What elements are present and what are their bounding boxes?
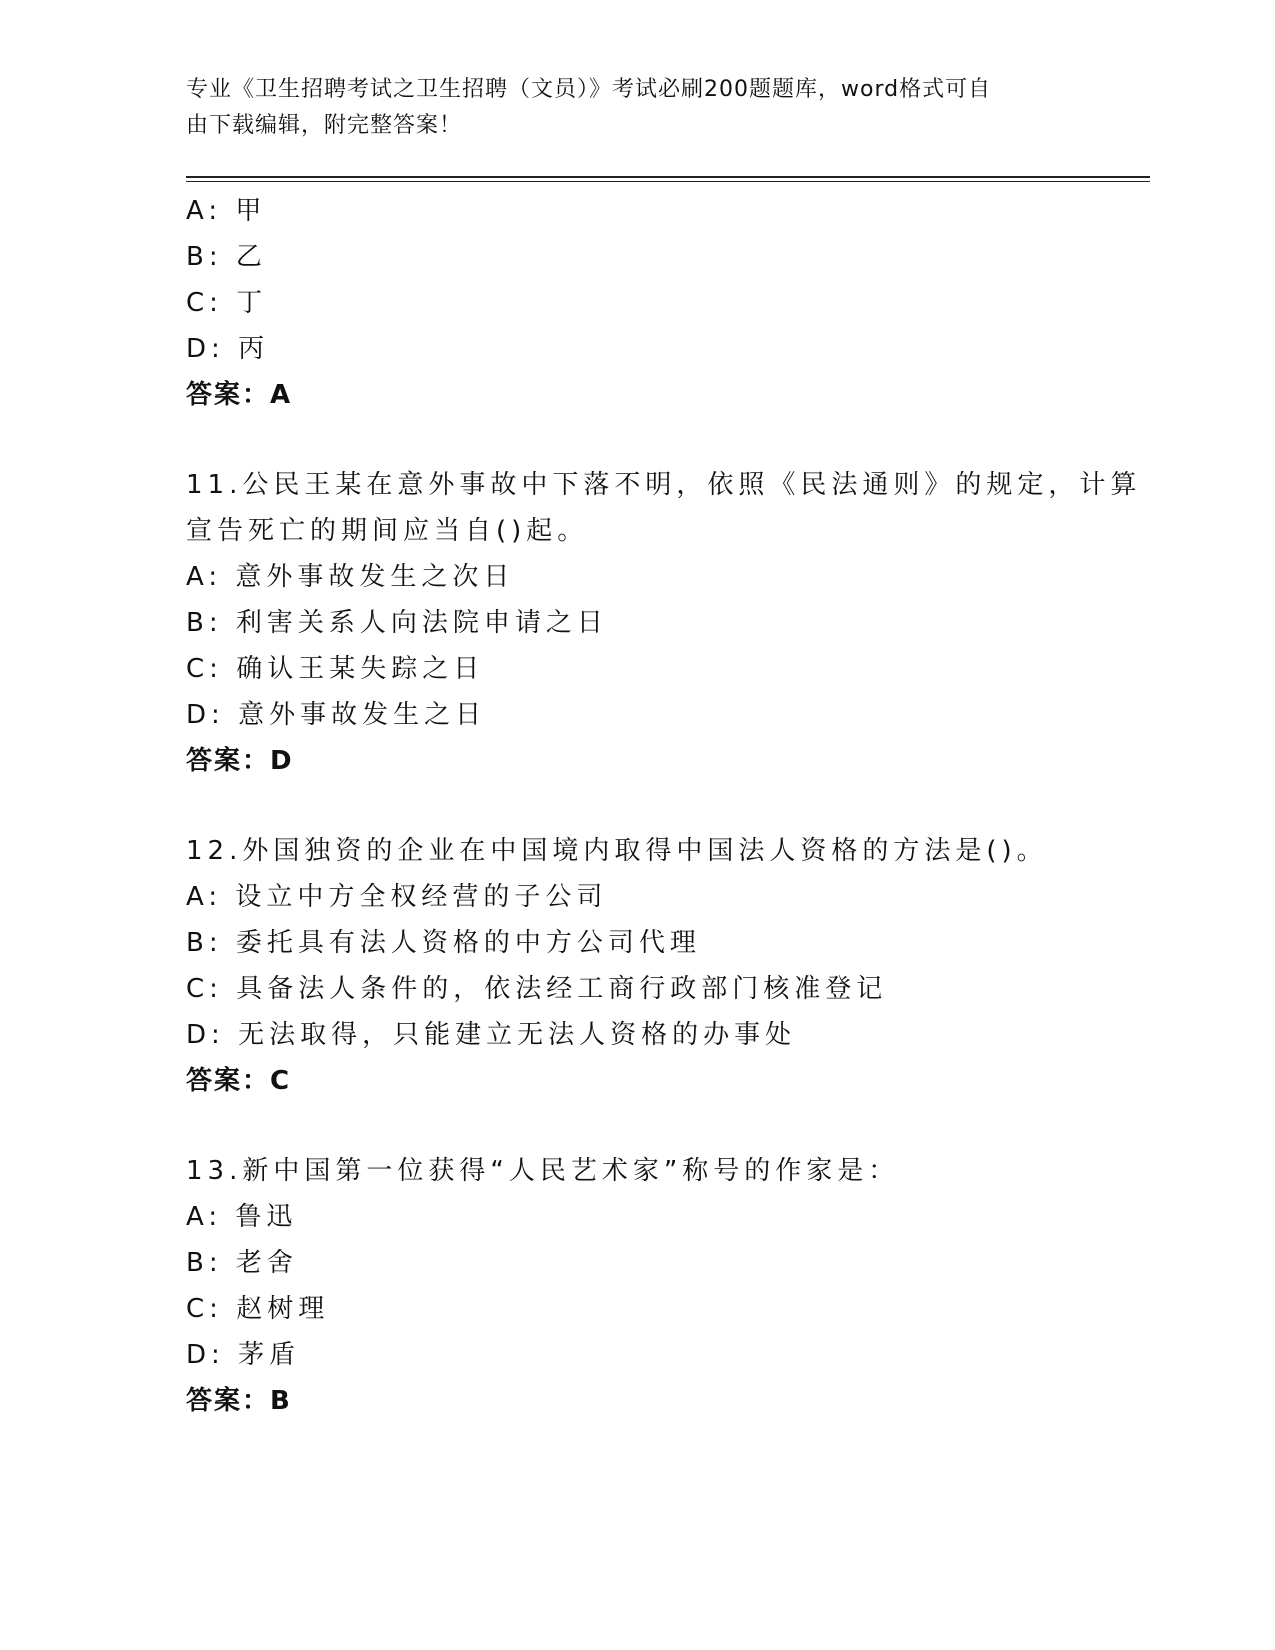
option-c: C: 具备法人条件的，依法经工商行政部门核准登记: [186, 974, 888, 1004]
question-stem: 12.外国独资的企业在中国境内取得中国法人资格的方法是()。: [186, 836, 1048, 866]
answer-line: 答案：A: [186, 380, 293, 410]
question-10: [186, 188, 1146, 418]
option-b: B: 利害关系人向法院申请之日: [186, 608, 608, 638]
answer-line: 答案：B: [186, 1386, 292, 1416]
option-c: C: 确认王某失踪之日: [186, 654, 485, 684]
question-11: [186, 462, 1146, 784]
option-d: D: 意外事故发生之日: [186, 700, 487, 730]
option-a: A: 设立中方全权经营的子公司: [186, 882, 608, 912]
question-stem: 13.新中国第一位获得“人民艺术家”称号的作家是：: [186, 1156, 900, 1186]
question-list: [186, 188, 1146, 1424]
option-c: C: 赵树理: [186, 1294, 330, 1324]
question-13: [186, 1148, 1146, 1424]
option-a: A: 鲁迅: [186, 1202, 298, 1232]
option-d: D: 无法取得，只能建立无法人资格的办事处: [186, 1020, 797, 1050]
option-d: D: 丙: [186, 334, 270, 364]
header-divider-thick: [186, 176, 1150, 178]
header-divider-thin: [186, 181, 1150, 182]
option-b: B: 委托具有法人资格的中方公司代理: [186, 928, 701, 958]
option-a: A: 意外事故发生之次日: [186, 562, 515, 592]
answer-line: 答案：D: [186, 746, 294, 776]
option-b: B: 乙: [186, 242, 267, 272]
question-stem: 11.公民王某在意外事故中下落不明，依照《民法通则》的规定，计算: [186, 470, 1142, 500]
question-12: [186, 828, 1146, 1104]
question-stem-continued: 宣告死亡的期间应当自()起。: [186, 516, 589, 546]
option-c: C: 丁: [186, 288, 268, 318]
option-a: A: 甲: [186, 196, 267, 226]
header-line-1: 专业《卫生招聘考试之卫生招聘（文员）》考试必刷200题题库，word格式可自: [186, 77, 992, 102]
header-line-2: 由下载编辑，附完整答案！: [186, 113, 463, 138]
option-b: B: 老舍: [186, 1248, 298, 1278]
option-d: D: 茅盾: [186, 1340, 301, 1370]
answer-line: 答案：C: [186, 1066, 292, 1096]
document-header: [186, 72, 1066, 144]
